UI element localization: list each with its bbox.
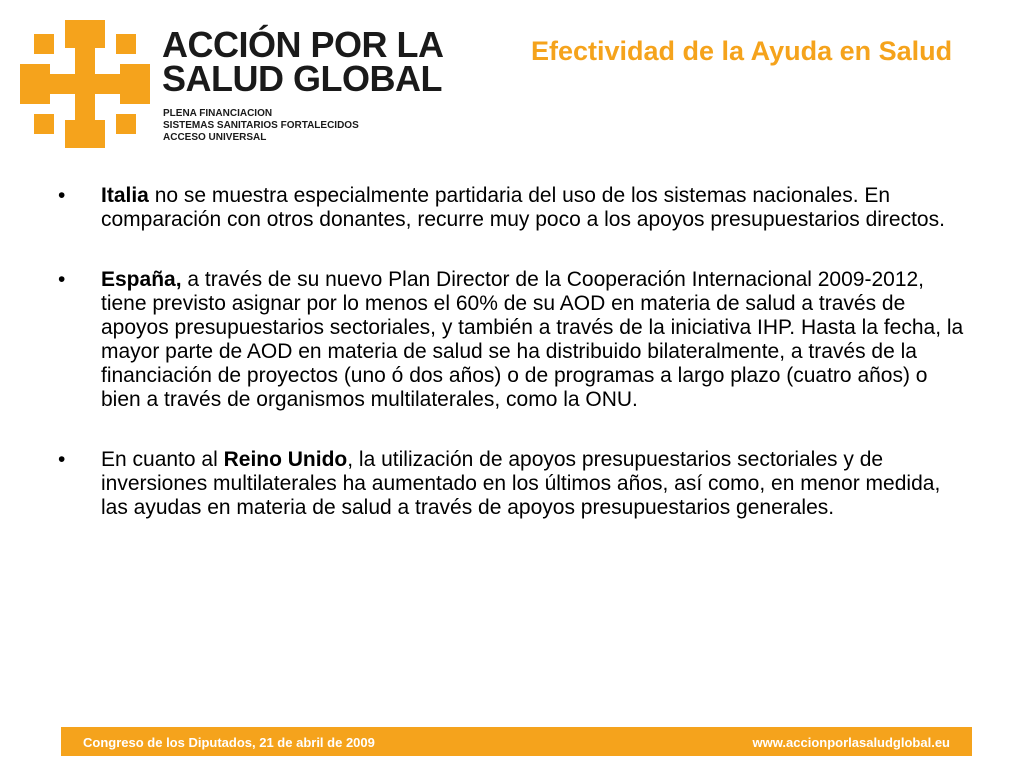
footer-website-link[interactable]: www.accionporlasaludglobal.eu — [752, 735, 950, 750]
logo-tagline — [163, 108, 359, 144]
bullet-item-reino-unido — [58, 448, 968, 520]
logo-tagline-line: ACCESO UNIVERSAL — [163, 132, 267, 143]
bullet-item-espana — [58, 268, 968, 412]
bullet-item-italia — [58, 184, 968, 232]
logo-name-line-2: SALUD GLOBAL — [162, 58, 442, 99]
slide-body — [58, 184, 968, 556]
bullet-prefix: En cuanto al — [101, 448, 224, 471]
cross-logo-icon — [20, 20, 150, 148]
bullet-text: , la utilización de apoyos presupuestarios sectoriales y de inversiones multilaterales ha aumentado en los últimos años, así como, en menor medida, las ayudas en materia de salud a través de apoyos presupuestarios generales. — [101, 448, 941, 519]
bullet-keyword: España, — [101, 268, 182, 291]
footer-event: Congreso de los Diputados, 21 de abril de 2009 — [83, 735, 375, 750]
bullet-mark: • — [58, 268, 66, 291]
bullet-text: a través de su nuevo Plan Director de la Cooperación Internacional 2009-2012, tiene previsto asignar por lo menos el 60% de su AOD en materia de salud a través de apoyos presupuestarios sectoriales, y también a través de la iniciativa IHP. Hasta la fecha, la mayor parte de AOD en materia de salud se ha distribuido bilateralmente, a través de la financiación de proyectos (uno ó dos años) o de programas a largo plazo (cuatro años) o bien a través de organismos multilaterales, como la ONU. — [101, 268, 964, 411]
logo-name-line-1: ACCIÓN POR LA — [162, 24, 444, 65]
bullet-mark: • — [58, 184, 66, 207]
logo-wordmark — [162, 24, 444, 99]
organization-logo — [20, 20, 452, 148]
bullet-text: no se muestra especialmente partidaria del uso de los sistemas nacionales. En comparación con otros donantes, recurre muy poco a los apoyos presupuestarios directos. — [101, 184, 945, 231]
logo-tagline-line: PLENA FINANCIACION — [163, 108, 273, 119]
footer-bar — [61, 727, 972, 756]
slide-title: Efectividad de la Ayuda en Salud — [531, 36, 953, 66]
bullet-keyword: Reino Unido — [223, 448, 348, 471]
bullet-mark: • — [58, 448, 66, 471]
logo-tagline-line: SISTEMAS SANITARIOS FORTALECIDOS — [163, 120, 359, 131]
bullet-keyword: Italia — [101, 184, 149, 207]
